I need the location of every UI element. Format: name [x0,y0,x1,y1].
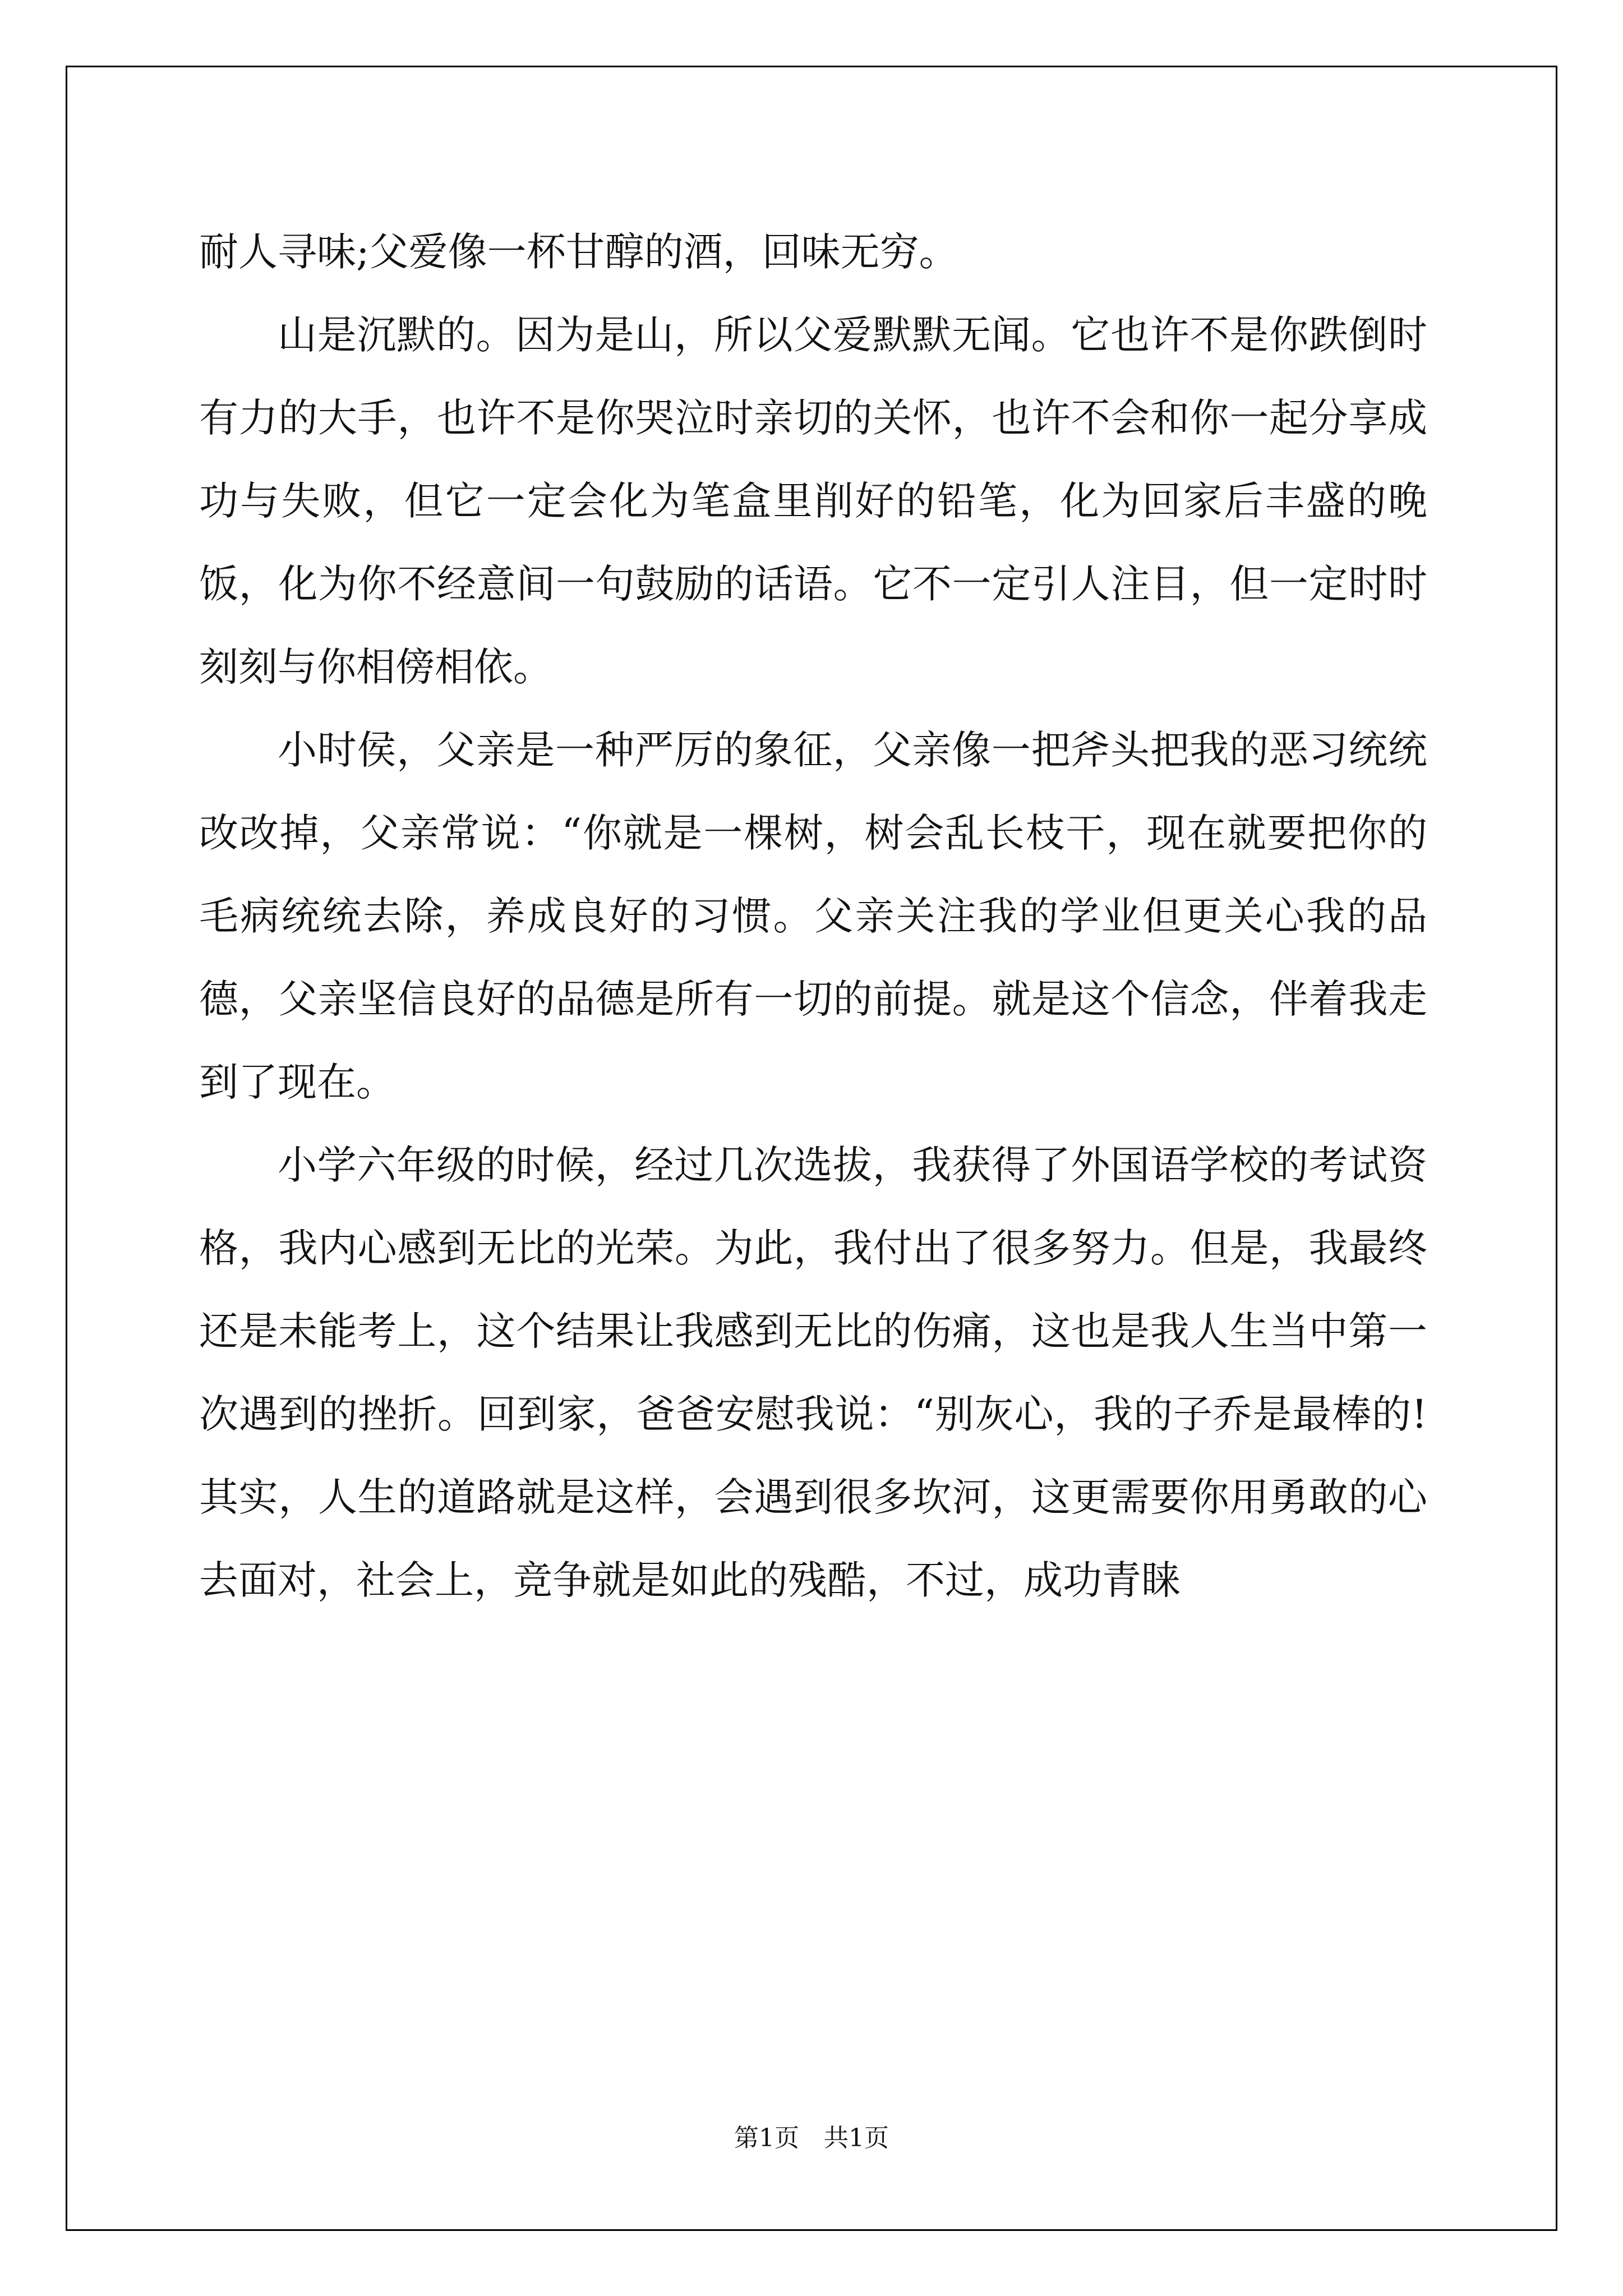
paragraph-4: 小学六年级的时候，经过几次选拔，我获得了外国语学校的考试资格，我内心感到无比的光荣。为此，我付出了很多努力。但是，我最终还是未能考上，这个结果让我感到无比的伤痛，这也是我人生当中第一次遇到的挫折。回到家，爸爸安慰我说：“别灰心，我的子乔是最棒的!其实，人生的道路就是这样，会遇到很多坎河，这更需要你用勇敢的心去面对，社会上，竞争就是如此的残酷，不过，成功青睐 [199,1142,1427,1603]
document-body [199,210,1427,1622]
page-total: 共1页 [824,2124,889,2152]
paragraph-3: 小时侯，父亲是一种严厉的象征，父亲像一把斧头把我的恶习统统改改掉，父亲常说：“你就是一棵树，树会乱长枝干，现在就要把你的毛病统统去除，养成良好的习惯。父亲关注我的学业但更关心我的品德，父亲坚信良好的品德是所有一切的前提。就是这个信念，伴着我走到了现在。 [199,727,1427,1105]
page-number: 第1页 [734,2124,799,2152]
paragraph-1: 耐人寻味;父爱像一杯甘醇的酒，回味无穷。 [199,229,958,275]
page-footer [0,2118,1623,2154]
paragraph-2: 山是沉默的。因为是山，所以父爱默默无闻。它也许不是你跌倒时有力的大手，也许不是你哭泣时亲切的关怀，也许不会和你一起分享成功与失败，但它一定会化为笔盒里削好的铅笔，化为回家后丰盛的晚饭，化为你不经意间一句鼓励的话语。它不一定引人注目，但一定时时刻刻与你相傍相依。 [199,312,1427,690]
